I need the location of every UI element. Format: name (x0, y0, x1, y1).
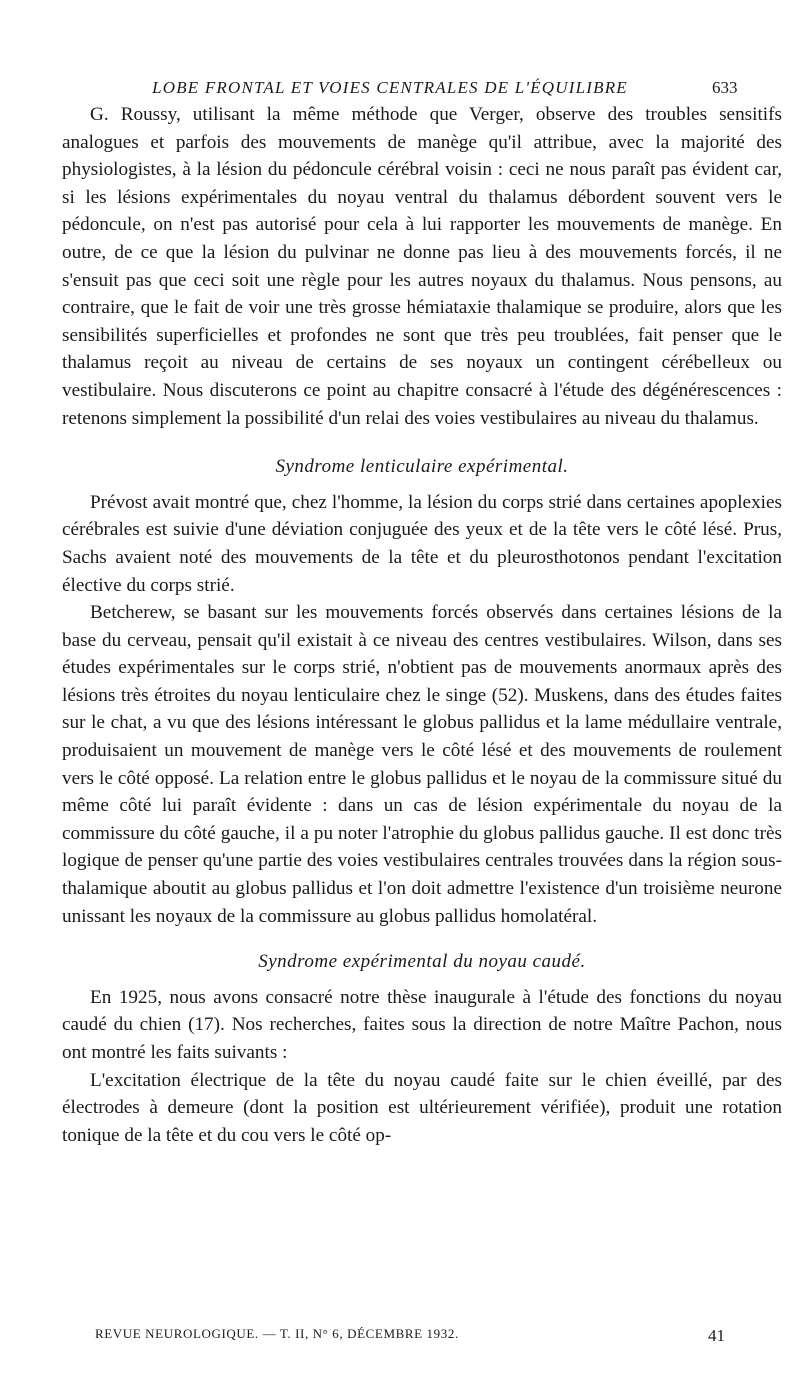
journal-citation: REVUE NEUROLOGIQUE. — T. II, N° 6, DÉCEMBRE 1932. (95, 1326, 459, 1341)
body-paragraph: Betcherew, se basant sur les mouvements forcés observés dans certaines lésions de la base du cerveau, pensait qu'il existait à ce niveau des centres vestibulaires. Wilson, dans ses études expérimentales sur le corps strié, n'obtient pas de mouvements anormaux après des lésions très étroites du noyau lenticulaire chez le singe (52). Muskens, dans des études faites sur le chat, a vu que des lésions intéressant le globus pallidus et la lame médullaire ventrale, produisaient un mouvement de manège vers le côté lésé et des mouvements de roulement vers le côté opposé. La relation entre le globus pallidus et le noyau de la commissure situé du même côté lui paraît évidente : dans un cas de lésion expérimentale du noyau de la commissure du côté gauche, il a pu noter l'atrophie du globus pallidus gauche. Il est donc très logique de penser qu'une partie des voies vestibulaires centrales trouvées dans la région sous-thalamique aboutit au globus pallidus et l'on doit admettre l'existence d'un troisième neurone unissant les noyaux de la commissure au globus pallidus homolatéral. (62, 602, 782, 927)
body-paragraph: Prévost avait montré que, chez l'homme, la lésion du corps strié dans certaines apoplexies cérébrales est suivie d'une déviation conjuguée des yeux et de la tête vers le côté lésé. Prus, Sachs avaient noté des mouvements de la tête et du pleurosthotonos pendant l'excitation élective du corps strié. (62, 491, 782, 596)
section-title-noyau-caude: Syndrome expérimental du noyau caudé. (258, 951, 586, 973)
running-title: LOBE FRONTAL ET VOIES CENTRALES DE L'ÉQUILIBRE (152, 78, 628, 97)
sheet-number: 41 (708, 1326, 725, 1345)
article-body (62, 101, 782, 1149)
body-paragraph: G. Roussy, utilisant la même méthode que Verger, observe des troubles sensitifs analogues et parfois des mouvements de manège qu'il attribue, avec la majorité des physiologistes, à la lésion du pédoncule cérébral voisin : ceci ne nous paraît pas évident car, si les lésions expérimentales du noyau ventral du thalamus débordent souvent vers le pédoncule, on n'est pas autorisé pour cela à lui rapporter les mouvements de manège. En outre, de ce que la lésion du pulvinar ne donne pas lieu à des mouvements forcés, il ne s'ensuit pas que ceci soit une règle pour les autres noyaux du thalamus. Nous pensons, au contraire, que le fait de voir une très grosse hémiataxie thalamique se produire, alors que les sensibilités superficielles et profondes ne sont que très peu troublées, fait penser que le thalamus reçoit au niveau de certains de ses noyaux un contingent cérébelleux ou vestibulaire. Nous discuterons ce point au chapitre consacré à l'étude des dégénérescences : retenons simplement la possibilité d'un relai des voies vestibulaires au niveau du thalamus. (62, 104, 782, 429)
page-number: 633 (712, 78, 738, 97)
body-paragraph: En 1925, nous avons consacré notre thèse inaugurale à l'étude des fonctions du noyau caudé du chien (17). Nos recherches, faites sous la direction de notre Maître Pachon, nous ont montré les faits suivants : (62, 986, 782, 1063)
body-paragraph: L'excitation électrique de la tête du noyau caudé faite sur le chien éveillé, par des électrodes à demeure (dont la position est ultérieurement vérifiée), produit une rotation tonique de la tête et du cou vers le côté op- (62, 1069, 782, 1146)
section-title-lenticulaire: Syndrome lenticulaire expérimental. (275, 456, 569, 478)
